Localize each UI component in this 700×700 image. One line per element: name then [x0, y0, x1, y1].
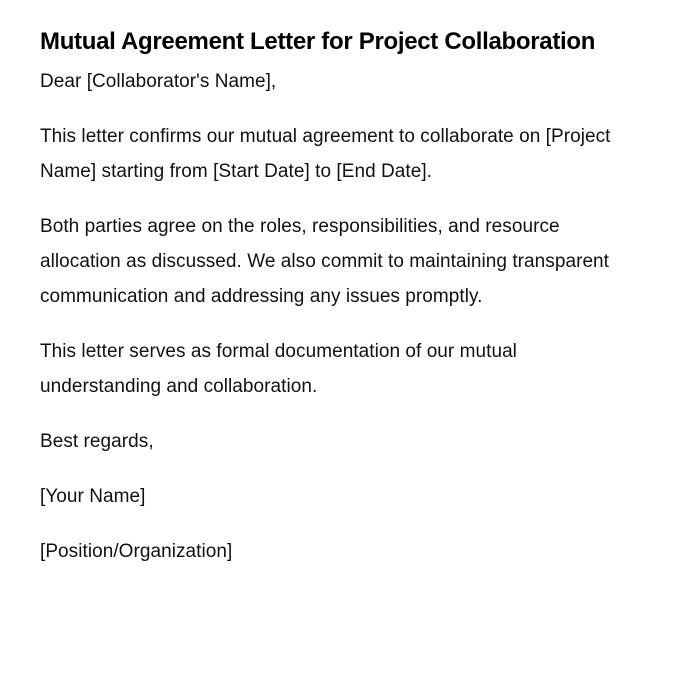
signature-position: [Position/Organization]: [40, 541, 233, 562]
letter-title: Mutual Agreement Letter for Project Collaboration: [40, 28, 596, 55]
paragraph-confirmation: This letter confirms our mutual agreement to collaborate on [Project Name] starting from [Start Date] to [End Date].: [40, 126, 611, 182]
closing: Best regards,: [40, 431, 154, 452]
letter-document: [40, 20, 640, 569]
paragraph-responsibilities: Both parties agree on the roles, responsibilities, and resource allocation as discussed. We also commit to maintaining transparent communication and addressing any issues promptly.: [40, 216, 610, 307]
signature-name: [Your Name]: [40, 486, 146, 507]
paragraph-documentation: This letter serves as formal documentation of our mutual understanding and collaboration.: [40, 341, 517, 397]
salutation: Dear [Collaborator's Name],: [40, 71, 277, 92]
